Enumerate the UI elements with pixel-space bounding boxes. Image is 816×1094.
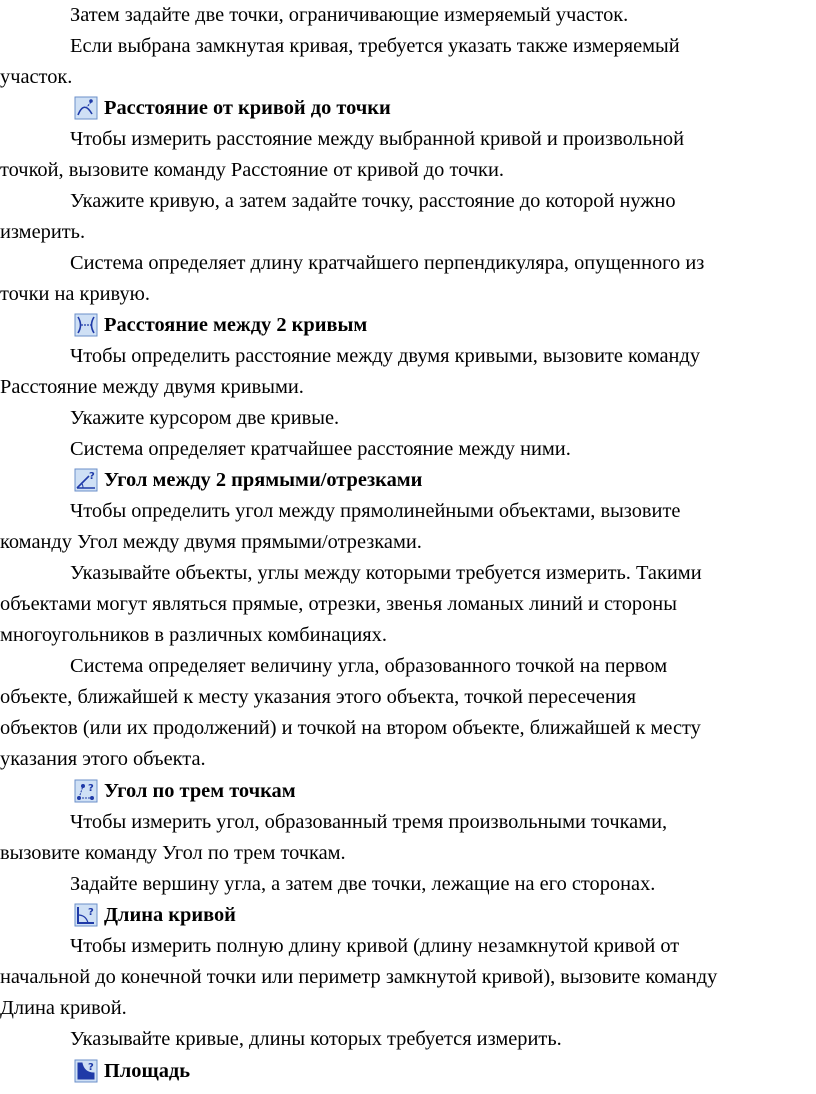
section-heading-curve-length [74,900,236,931]
text-line: Расстояние между двумя кривыми. [0,376,304,398]
paragraph [0,186,816,217]
svg-text:?: ? [89,471,95,483]
text-line: Чтобы измерить полную длину кривой (длину незамкнутой кривой от [70,935,680,957]
text-line: точки на кривую. [0,283,151,305]
text-line: многоугольников в различных комбинациях. [0,624,387,646]
angle-three-points-icon [74,779,98,803]
paragraph-continuation [0,713,812,744]
paragraph-continuation [0,527,812,558]
paragraph [0,558,816,589]
section-title: Расстояние между 2 кривым [104,314,368,336]
text-line: участок. [0,66,73,88]
paragraph [0,341,816,372]
text-line: указания этого объекта. [0,748,206,770]
svg-text:?: ? [88,907,94,919]
paragraph [0,1024,816,1055]
text-line: Укажите курсором две кривые. [70,407,340,429]
text-line: Чтобы определить расстояние между двумя кривыми, вызовите команду [70,345,701,367]
paragraph [0,124,816,155]
section-heading-area [74,1056,190,1087]
text-line: объектов (или их продолжений) и точкой на втором объекте, ближайшей к месту [0,717,701,739]
paragraph [0,248,816,279]
paragraph [0,0,816,31]
text-line: объектами могут являться прямые, отрезки, звенья ломаных линий и стороны [0,593,677,615]
text-line: Укажите кривую, а затем задайте точку, расстояние до которой нужно [70,190,676,212]
section-title: Угол по трем точкам [104,780,296,802]
text-line: объекте, ближайшей к месту указания этого объекта, точкой пересечения [0,686,637,708]
text-line: Затем задайте две точки, ограничивающие измеряемый участок. [70,4,629,26]
paragraph-continuation [0,682,812,713]
paragraph-continuation [0,744,812,775]
text-line: Система определяет кратчайшее расстояние между ними. [70,438,571,460]
text-line: Указывайте объекты, углы между которыми требуется измерить. Такими [70,562,702,584]
paragraph-continuation [0,62,812,93]
svg-text:?: ? [88,1062,94,1074]
text-line: Если выбрана замкнутая кривая, требуется указать также измеряемый [70,35,680,57]
svg-text:?: ? [88,783,94,795]
paragraph-continuation [0,279,812,310]
text-line: Задайте вершину угла, а затем две точки, лежащие на его сторонах. [70,873,656,895]
section-title: Длина кривой [104,904,236,926]
section-heading-angle-between-lines [74,465,422,496]
section-heading-curve-to-point [74,93,391,124]
paragraph-continuation [0,589,812,620]
section-title: Угол между 2 прямыми/отрезками [104,469,423,491]
paragraph-continuation [0,993,812,1024]
text-line: Чтобы определить угол между прямолинейными объектами, вызовите [70,500,681,522]
paragraph [0,496,816,527]
section-title: Площадь [104,1060,191,1082]
text-line: точкой, вызовите команду Расстояние от кривой до точки. [0,159,504,181]
paragraph-continuation [0,372,812,403]
text-line: Указывайте кривые, длины которых требуется измерить. [70,1028,562,1050]
paragraph [0,651,816,682]
section-title: Расстояние от кривой до точки [104,97,391,119]
curve-to-point-distance-icon [74,96,98,120]
angle-between-lines-icon [74,468,98,492]
text-line: Чтобы измерить расстояние между выбранной кривой и произвольной [70,128,685,150]
paragraph-continuation [0,620,812,651]
text-line: измерить. [0,221,86,243]
section-heading-distance-between-curves [74,310,367,341]
text-line: Чтобы измерить угол, образованный тремя произвольными точками, [70,811,668,833]
text-line: Длина кривой. [0,997,127,1019]
paragraph [0,931,816,962]
curve-length-icon [74,903,98,927]
paragraph [0,434,816,465]
text-line: начальной до конечной точки или периметр замкнутой кривой), вызовите команду [0,966,718,988]
paragraph [0,31,816,62]
paragraph-continuation [0,155,812,186]
text-line: команду Угол между двумя прямыми/отрезками. [0,531,422,553]
section-heading-angle-three-points [74,776,296,807]
text-line: Система определяет величину угла, образованного точкой на первом [70,655,668,677]
paragraph-continuation [0,217,812,248]
paragraph-continuation [0,962,812,993]
paragraph [0,403,816,434]
text-line: Система определяет длину кратчайшего перпендикуляра, опущенного из [70,252,705,274]
paragraph [0,869,816,900]
paragraph [0,807,816,838]
area-icon [74,1059,98,1083]
text-line: вызовите команду Угол по трем точкам. [0,842,346,864]
distance-between-curves-icon [74,313,98,337]
paragraph-continuation [0,838,812,869]
